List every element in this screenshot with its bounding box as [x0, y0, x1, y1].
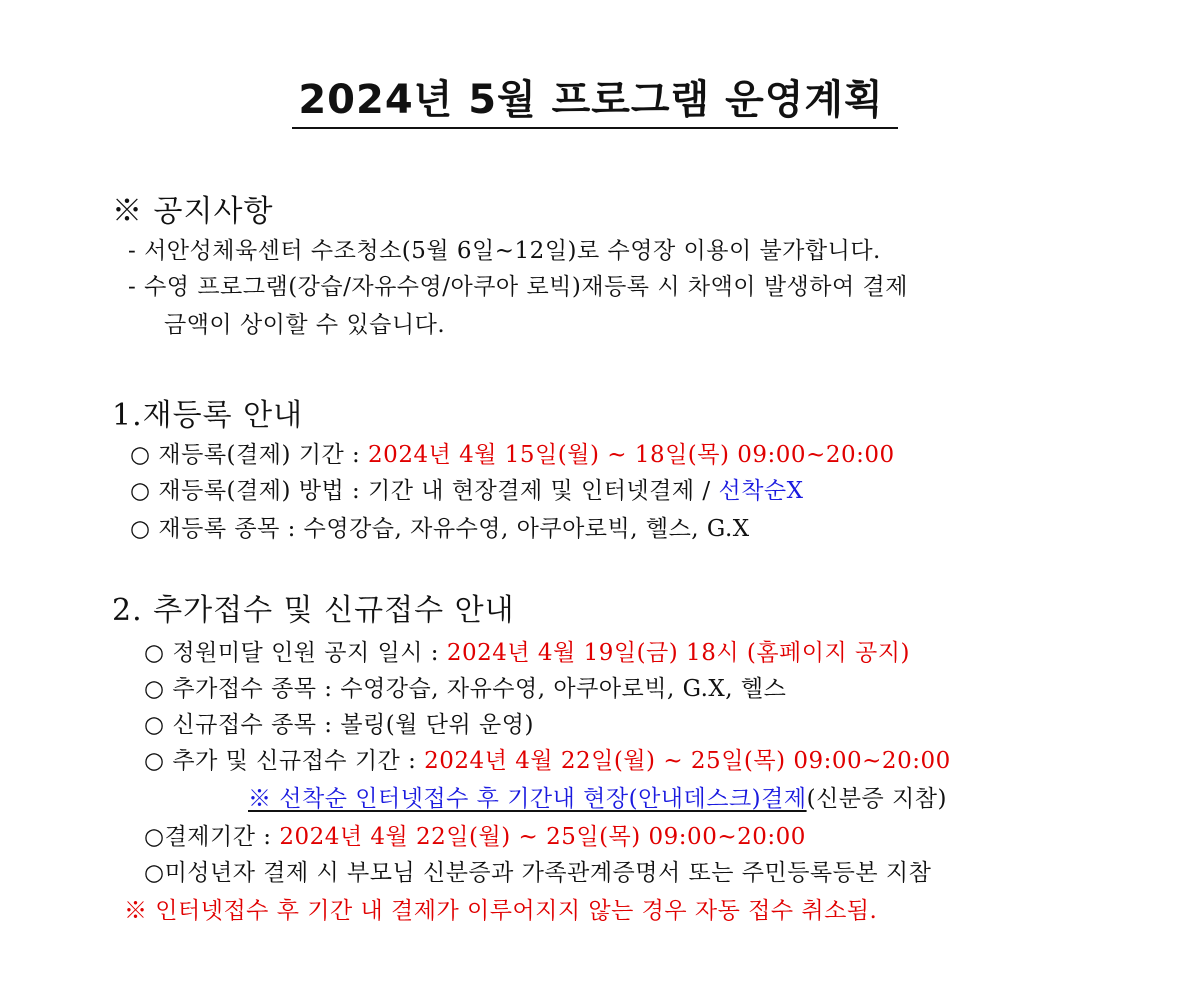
section2-period-label: ○ 추가 및 신규접수 기간 :	[144, 748, 425, 774]
section2-note-tail: (신분증 지참)	[806, 786, 947, 812]
section1-items: ○ 재등록 종목 : 수영강습, 자유수영, 아쿠아로빅, 헬스, G.X	[130, 516, 750, 542]
section1-heading: 1.재등록 안내	[112, 398, 304, 433]
notice-heading: ※ 공지사항	[112, 194, 274, 229]
section2-new-items: ○ 신규접수 종목 : 볼링(월 단위 운영)	[144, 712, 534, 738]
section1-period-label: ○ 재등록(결제) 기간 :	[130, 442, 369, 468]
section2-payment	[144, 818, 806, 851]
section2-vacancy-label: ○ 정원미달 인원 공지 일시 :	[144, 640, 447, 666]
section2-note	[248, 780, 947, 813]
section1-method	[130, 472, 804, 505]
section2-warning: ※ 인터넷접수 후 기간 내 결제가 이루어지지 않는 경우 자동 접수 취소됨.	[124, 898, 878, 924]
section2-vacancy	[144, 634, 910, 667]
notice-item-2-line-2: 금액이 상이할 수 있습니다.	[164, 312, 446, 338]
section2-additional-items: ○ 추가접수 종목 : 수영강습, 자유수영, 아쿠아로빅, G.X, 헬스	[144, 676, 787, 702]
section1-period-value: 2024년 4월 15일(월) ~ 18일(목) 09:00~20:00	[368, 442, 895, 468]
section2-period	[144, 742, 951, 775]
section1-method-value: 선착순X	[718, 478, 804, 504]
section2-note-highlight: ※ 선착순 인터넷접수 후 기간내 현장(안내데스크)결제	[248, 786, 807, 812]
section2-heading: 2. 추가접수 및 신규접수 안내	[112, 593, 515, 628]
notice-item-1: - 서안성체육센터 수조청소(5월 6일~12일)로 수영장 이용이 불가합니다.	[128, 238, 881, 264]
section1-method-label: ○ 재등록(결제) 방법 : 기간 내 현장결제 및 인터넷결제 /	[130, 478, 719, 504]
section2-payment-value: 2024년 4월 22일(월) ~ 25일(목) 09:00~20:00	[279, 824, 806, 850]
section2-vacancy-value: 2024년 4월 19일(금) 18시 (홈페이지 공지)	[446, 640, 910, 666]
section2-period-value: 2024년 4월 22일(월) ~ 25일(목) 09:00~20:00	[424, 748, 951, 774]
page-title-text: 2024년 5월 프로그램 운영계획	[292, 68, 897, 129]
notice-item-2-line-1: - 수영 프로그램(강습/자유수영/아쿠아 로빅)재등록 시 차액이 발생하여 결제	[128, 274, 908, 300]
page-title	[0, 68, 1190, 129]
section2-payment-label: ○결제기간 :	[144, 824, 280, 850]
section1-period	[130, 436, 895, 469]
section2-minor-note: ○미성년자 결제 시 부모님 신분증과 가족관계증명서 또는 주민등록등본 지참	[144, 860, 932, 886]
